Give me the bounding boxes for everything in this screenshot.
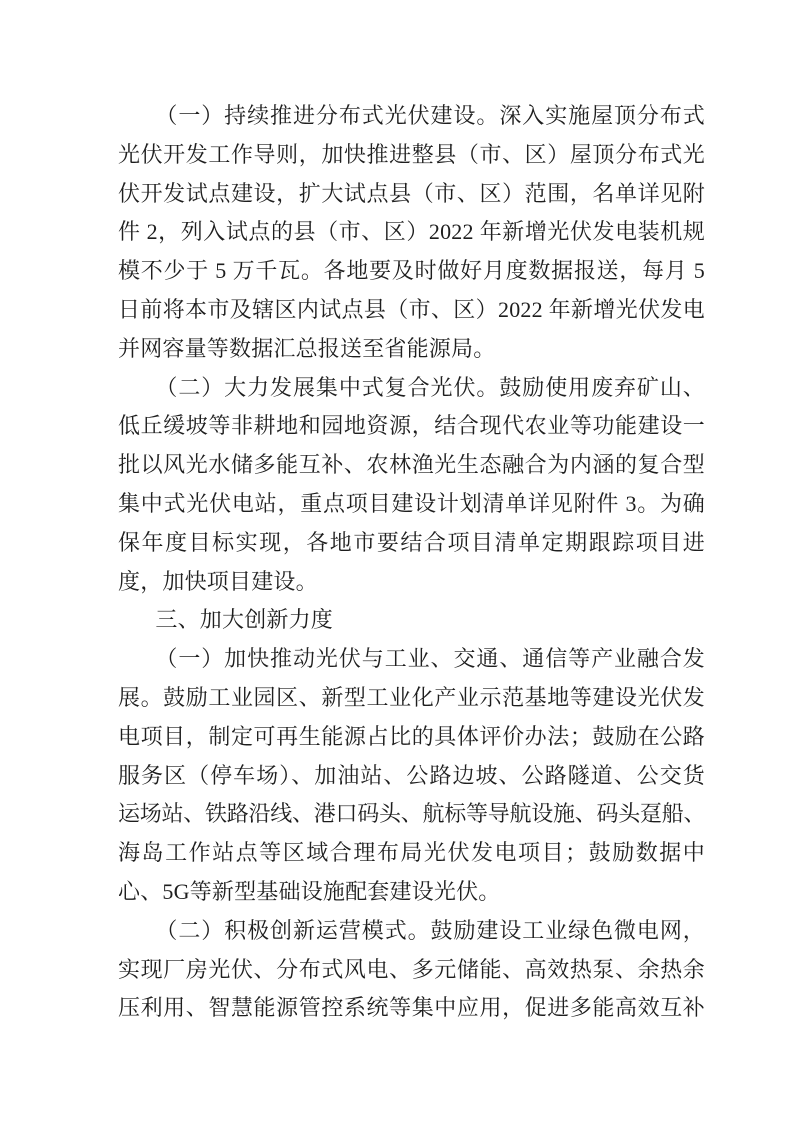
text-line: 日前将本市及辖区内试点县（市、区）2022 年新增光伏发电 bbox=[118, 296, 705, 322]
text-line: 心、5G等新型基础设施配套建设光伏。 bbox=[118, 878, 501, 904]
text-line: 压利用、智慧能源管控系统等集中应用，促进多能高效互补 bbox=[118, 995, 705, 1021]
text-line: 实现厂房光伏、分布式风电、多元储能、高效热泵、余热余 bbox=[118, 956, 705, 982]
text-line: 度，加快项目建设。 bbox=[118, 568, 318, 594]
paragraph bbox=[118, 640, 705, 912]
text-line: 光伏开发工作导则，加快推进整县（市、区）屋顶分布式光 bbox=[118, 141, 705, 167]
text-line: 展。鼓励工业园区、新型工业化产业示范基地等建设光伏发 bbox=[118, 684, 705, 710]
text-line: 电项目，制定可再生能源占比的具体评价办法；鼓励在公路 bbox=[118, 723, 705, 749]
text-line: 低丘缓坡等非耕地和园地资源，结合现代农业等功能建设一 bbox=[118, 413, 705, 439]
text-line: 模不少于 5 万千瓦。各地要及时做好月度数据报送，每月 5 bbox=[118, 258, 705, 284]
text-line: 伏开发试点建设，扩大试点县（市、区）范围，名单详见附 bbox=[118, 180, 705, 206]
text-line: （一）加快推动光伏与工业、交通、通信等产业融合发 bbox=[155, 646, 705, 672]
document-text-block bbox=[118, 97, 705, 1028]
text-line: 件 2，列入试点的县（市、区）2022 年新增光伏发电装机规 bbox=[118, 219, 705, 245]
text-line: 三、加大创新力度 bbox=[155, 607, 333, 633]
text-line: 服务区（停车场）、加油站、公路边坡、公路隧道、公交货 bbox=[118, 762, 705, 788]
text-line: 批以风光水储多能互补、农林渔光生态融合为内涵的复合型 bbox=[118, 452, 705, 478]
paragraph bbox=[118, 369, 705, 602]
text-line: 并网容量等数据汇总报送至省能源局。 bbox=[118, 335, 496, 361]
text-line: 保年度目标实现，各地市要结合项目清单定期跟踪项目进 bbox=[118, 529, 705, 555]
paragraph bbox=[118, 912, 705, 1028]
text-line: （二）积极创新运营模式。鼓励建设工业绿色微电网， bbox=[155, 917, 705, 943]
text-line: （二）大力发展集中式复合光伏。鼓励使用废弃矿山、 bbox=[155, 374, 705, 400]
text-line: （一）持续推进分布式光伏建设。深入实施屋顶分布式 bbox=[155, 103, 705, 128]
paragraph bbox=[118, 97, 705, 369]
paragraph bbox=[118, 601, 705, 640]
text-line: 运场站、铁路沿线、港口码头、航标等导航设施、码头趸船、 bbox=[118, 801, 705, 827]
text-line: 集中式光伏电站，重点项目建设计划清单详见附件 3。为确 bbox=[118, 490, 705, 516]
text-line: 海岛工作站点等区域合理布局光伏发电项目；鼓励数据中 bbox=[118, 840, 705, 866]
